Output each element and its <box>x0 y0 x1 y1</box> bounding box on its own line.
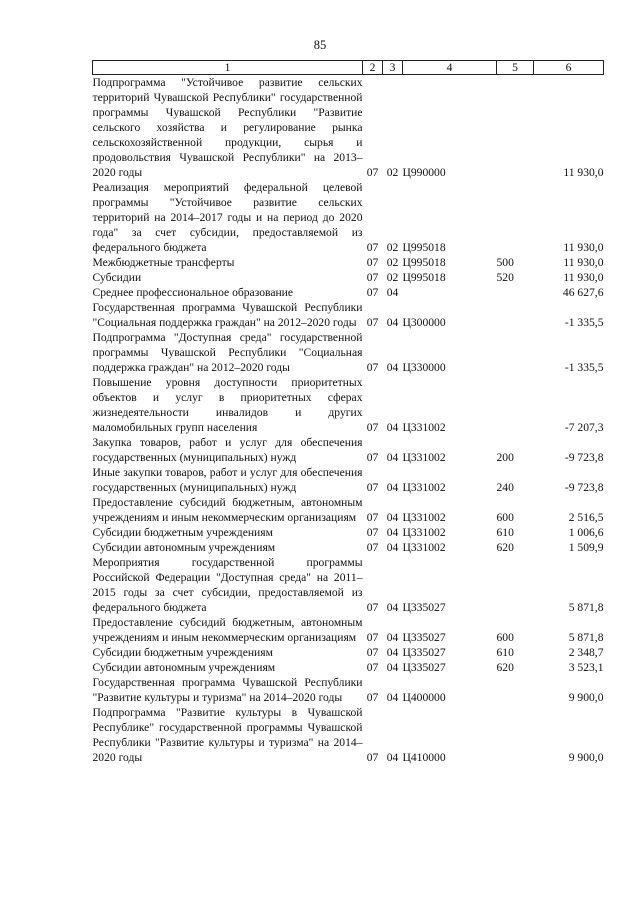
row-csr-code: Ц335027 <box>402 631 446 644</box>
row-subsection: 04 <box>386 691 399 704</box>
row-section: 07 <box>366 286 379 299</box>
row-section: 07 <box>366 241 379 254</box>
row-section: 07 <box>366 271 379 284</box>
row-expense-type <box>497 180 534 255</box>
row-amount: 2 516,5 <box>568 511 604 524</box>
row-expense-type: 610 <box>496 646 514 659</box>
row-amount: 11 930,0 <box>563 241 604 254</box>
row-csr-code: Ц335027 <box>402 661 446 674</box>
row-subsection: 04 <box>386 451 399 464</box>
table-row <box>93 660 604 675</box>
table-row <box>93 435 604 465</box>
row-csr-code: Ц990000 <box>402 166 446 179</box>
header-cell-section: 2 <box>363 61 383 75</box>
table-body <box>93 75 604 766</box>
row-expense-type <box>497 705 534 765</box>
row-amount: 9 900,0 <box>568 691 604 704</box>
row-name: Межбюджетные трансферты <box>92 256 235 269</box>
table-row <box>93 525 604 540</box>
row-csr-code: Ц331002 <box>402 481 446 494</box>
row-name: Реализация мероприятий федеральной целевой программы "Устойчивое развитие сельских территорий на 2014–2017 годы и на период до 2020 года" за счет субсидии, предоставляемой из федерального бюджета <box>92 181 363 254</box>
row-name: Предоставление субсидий бюджетным, автономным учреждениям и иным некоммерческим организациям <box>92 496 363 524</box>
row-name: Предоставление субсидий бюджетным, автономным учреждениям и иным некоммерческим организациям <box>92 616 363 644</box>
row-csr-code: Ц995018 <box>402 271 446 284</box>
row-csr-code: Ц331002 <box>402 451 446 464</box>
row-amount: 1 006,6 <box>568 526 604 539</box>
row-subsection: 04 <box>386 631 399 644</box>
row-amount: 9 900,0 <box>568 751 604 764</box>
row-name: Субсидии автономным учреждениям <box>92 661 276 674</box>
row-subsection: 04 <box>386 601 399 614</box>
row-amount: -7 207,3 <box>564 421 604 434</box>
row-name: Среднее профессиональное образование <box>92 286 294 299</box>
row-name: Подпрограмма "Доступная среда" государственной программы Чувашской Республики "Социальная поддержка граждан" на 2012–2020 годы <box>92 331 363 374</box>
row-section: 07 <box>366 481 379 494</box>
row-expense-type <box>497 555 534 615</box>
row-csr-code: Ц335027 <box>402 601 446 614</box>
table-row <box>93 555 604 615</box>
table-row <box>93 495 604 525</box>
row-expense-type: 620 <box>496 541 514 554</box>
table-row <box>93 465 604 495</box>
row-amount: -1 335,5 <box>564 361 604 374</box>
table-row <box>93 255 604 270</box>
row-csr-code: Ц331002 <box>402 541 446 554</box>
row-subsection: 04 <box>386 526 399 539</box>
row-name: Повышение уровня доступности приоритетных объектов и услуг в приоритетных сферах жизнедеятельности инвалидов и других маломобильных групп населения <box>92 376 363 434</box>
table-row <box>93 285 604 300</box>
row-name: Подпрограмма "Развитие культуры в Чувашской Республике" государственной программы Чувашской Республики "Развитие культуры и туризма" на 2014–2020 годы <box>92 706 363 764</box>
table-row <box>93 675 604 705</box>
row-subsection: 04 <box>386 361 399 374</box>
row-expense-type: 500 <box>496 256 514 269</box>
budget-table <box>92 60 604 765</box>
row-amount: -1 335,5 <box>564 316 604 329</box>
row-section: 07 <box>366 601 379 614</box>
row-expense-type: 610 <box>496 526 514 539</box>
row-section: 07 <box>366 166 379 179</box>
header-cell-subsection: 3 <box>383 61 403 75</box>
row-name: Субсидии <box>92 271 142 284</box>
row-name: Подпрограмма "Устойчивое развитие сельских территорий Чувашской Республики" государственной программы Чувашской Республики "Развитие сельского хозяйства и регулирование рынка сельскохозяйственной продукции, сырья и продовольствия Чувашской Республики" на 2013–2020 годы <box>92 76 363 179</box>
row-subsection: 04 <box>386 646 399 659</box>
row-expense-type: 600 <box>496 631 514 644</box>
header-row <box>93 61 604 75</box>
row-csr-code: Ц331002 <box>402 526 446 539</box>
row-name: Мероприятия государственной программы Российской Федерации "Доступная среда" на 2011–2015 годы за счет субсидии, предоставляемой из федерального бюджета <box>92 556 363 614</box>
row-name: Государственная программа Чувашской Республики "Развитие культуры и туризма" на 2014–2020 годы <box>92 676 363 704</box>
table-row <box>93 615 604 645</box>
row-csr-code: Ц300000 <box>402 316 446 329</box>
row-name: Государственная программа Чувашской Республики "Социальная поддержка граждан" на 2012–2020 годы <box>92 301 363 329</box>
row-expense-type: 200 <box>496 451 514 464</box>
row-name: Субсидии автономным учреждениям <box>92 541 276 554</box>
row-section: 07 <box>366 526 379 539</box>
row-expense-type <box>497 300 534 330</box>
row-csr-code <box>403 285 497 300</box>
page-number: 85 <box>313 38 327 52</box>
row-subsection: 04 <box>386 421 399 434</box>
row-subsection: 04 <box>386 316 399 329</box>
row-amount: 2 348,7 <box>568 646 604 659</box>
table-row <box>93 645 604 660</box>
table-row <box>93 180 604 255</box>
row-name: Закупка товаров, работ и услуг для обеспечения государственных (муниципальных) нужд <box>92 436 363 464</box>
row-amount: 11 930,0 <box>563 271 604 284</box>
row-expense-type: 520 <box>496 271 514 284</box>
row-name: Субсидии бюджетным учреждениям <box>92 526 273 539</box>
row-csr-code: Ц995018 <box>402 241 446 254</box>
row-subsection: 02 <box>386 166 399 179</box>
row-csr-code: Ц331002 <box>402 421 446 434</box>
header-cell-amount: 6 <box>534 61 604 75</box>
row-section: 07 <box>366 451 379 464</box>
row-amount: -9 723,8 <box>564 451 604 464</box>
row-section: 07 <box>366 421 379 434</box>
row-name: Иные закупки товаров, работ и услуг для обеспечения государственных (муниципальных) нужд <box>92 466 363 494</box>
header-cell-csr: 4 <box>403 61 497 75</box>
row-csr-code: Ц410000 <box>402 751 446 764</box>
row-csr-code: Ц331002 <box>402 511 446 524</box>
row-amount: 11 930,0 <box>563 166 604 179</box>
table-row <box>93 375 604 435</box>
row-amount: -9 723,8 <box>564 481 604 494</box>
row-expense-type <box>497 375 534 435</box>
table-row <box>93 705 604 765</box>
table-row <box>93 540 604 555</box>
row-section: 07 <box>366 511 379 524</box>
row-expense-type: 600 <box>496 511 514 524</box>
row-csr-code: Ц995018 <box>402 256 446 269</box>
row-section: 07 <box>366 646 379 659</box>
row-name: Субсидии бюджетным учреждениям <box>92 646 273 659</box>
row-amount: 5 871,8 <box>568 601 604 614</box>
row-subsection: 04 <box>386 541 399 554</box>
row-amount: 3 523,1 <box>568 661 604 674</box>
row-amount: 46 627,6 <box>562 286 604 299</box>
row-expense-type <box>497 75 534 181</box>
table-row <box>93 270 604 285</box>
row-section: 07 <box>366 316 379 329</box>
row-expense-type <box>497 675 534 705</box>
row-csr-code: Ц400000 <box>402 691 446 704</box>
row-csr-code: Ц330000 <box>402 361 446 374</box>
row-csr-code: Ц335027 <box>402 646 446 659</box>
row-expense-type <box>497 285 534 300</box>
row-section: 07 <box>366 631 379 644</box>
row-section: 07 <box>366 256 379 269</box>
row-expense-type: 240 <box>496 481 514 494</box>
row-subsection: 02 <box>386 256 399 269</box>
row-section: 07 <box>366 691 379 704</box>
row-subsection: 02 <box>386 271 399 284</box>
row-amount: 1 509,9 <box>568 541 604 554</box>
row-expense-type: 620 <box>496 661 514 674</box>
header-cell-vr: 5 <box>497 61 534 75</box>
row-amount: 5 871,8 <box>568 631 604 644</box>
header-cell-name: 1 <box>93 61 363 75</box>
row-subsection: 04 <box>386 286 399 299</box>
row-section: 07 <box>366 661 379 674</box>
table-header <box>93 61 604 75</box>
row-section: 07 <box>366 751 379 764</box>
table-row <box>93 300 604 330</box>
row-subsection: 04 <box>386 661 399 674</box>
row-section: 07 <box>366 361 379 374</box>
table-row <box>93 330 604 375</box>
row-subsection: 04 <box>386 481 399 494</box>
table-row <box>93 75 604 181</box>
row-section: 07 <box>366 541 379 554</box>
row-subsection: 04 <box>386 751 399 764</box>
row-subsection: 04 <box>386 511 399 524</box>
row-amount: 11 930,0 <box>563 256 604 269</box>
row-subsection: 02 <box>386 241 399 254</box>
row-expense-type <box>497 330 534 375</box>
